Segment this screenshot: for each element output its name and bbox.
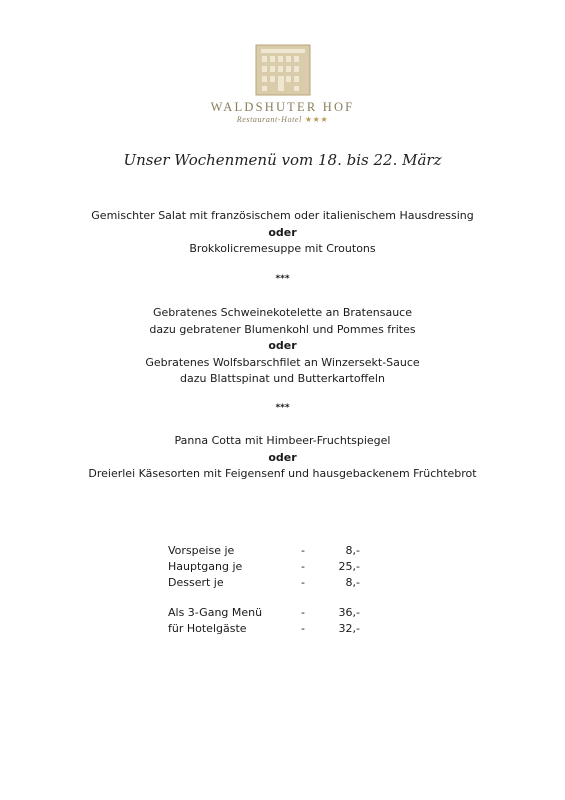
price-value: 8,-	[345, 576, 360, 589]
price-row	[168, 544, 368, 560]
dessert-course	[0, 433, 565, 483]
main-option-1-line-2: dazu gebratener Blumenkohl und Pommes frites	[149, 322, 416, 336]
main-course	[0, 305, 565, 388]
price-label: Als 3-Gang Menü	[168, 606, 263, 619]
main-option-1-line-1: Gebratenes Schweinekotelette an Bratensauce	[153, 306, 412, 319]
price-value: 25,-	[338, 560, 360, 573]
price-label: Dessert je	[168, 576, 224, 589]
hotel-building-icon	[254, 44, 312, 96]
starter-course	[0, 208, 565, 258]
starter-option-1: Gemischter Salat mit französischem oder italienischem Hausdressing	[91, 209, 474, 222]
hotel-subtitle-text: Restaurant-Hotel	[236, 115, 302, 124]
starter-option-2: Brokkolicremesuppe mit Croutons	[189, 242, 376, 255]
price-row	[168, 576, 368, 592]
dessert-option-2: Dreierlei Käsesorten mit Feigensenf und hausgebackenem Früchtebrot	[88, 467, 477, 480]
price-row	[168, 622, 368, 638]
separator-1: ***	[275, 274, 290, 284]
price-row	[168, 606, 368, 622]
price-dash: -	[301, 544, 305, 557]
price-value: 8,-	[345, 544, 360, 557]
hotel-logo	[0, 44, 565, 124]
separator-2: ***	[275, 403, 290, 413]
dessert-option-1: Panna Cotta mit Himbeer-Fruchtspiegel	[174, 434, 391, 447]
hotel-subtitle	[0, 115, 565, 124]
price-label: Vorspeise je	[168, 544, 235, 557]
price-dash: -	[301, 622, 305, 635]
price-label: für Hotelgäste	[168, 622, 247, 635]
main-option-2-line-1: Gebratenes Wolfsbarschfilet an Winzersekt-Sauce	[145, 355, 420, 369]
dessert-or: oder	[268, 450, 297, 464]
price-label: Hauptgang je	[168, 560, 243, 573]
price-dash: -	[301, 606, 305, 619]
price-dash: -	[301, 560, 305, 573]
price-dash: -	[301, 576, 305, 589]
price-list	[168, 544, 368, 638]
hotel-stars: ★★★	[304, 115, 329, 124]
main-or: oder	[268, 339, 297, 352]
menu-title: Unser Wochenmenü vom 18. bis 22. März	[123, 151, 442, 169]
price-row	[168, 560, 368, 576]
price-value: 32,-	[338, 622, 360, 635]
hotel-name: WALDSHUTER HOF	[210, 100, 355, 114]
price-value: 36,-	[338, 606, 360, 619]
starter-or: oder	[268, 225, 297, 239]
main-option-2-line-2: dazu Blattspinat und Butterkartoffeln	[180, 372, 385, 385]
